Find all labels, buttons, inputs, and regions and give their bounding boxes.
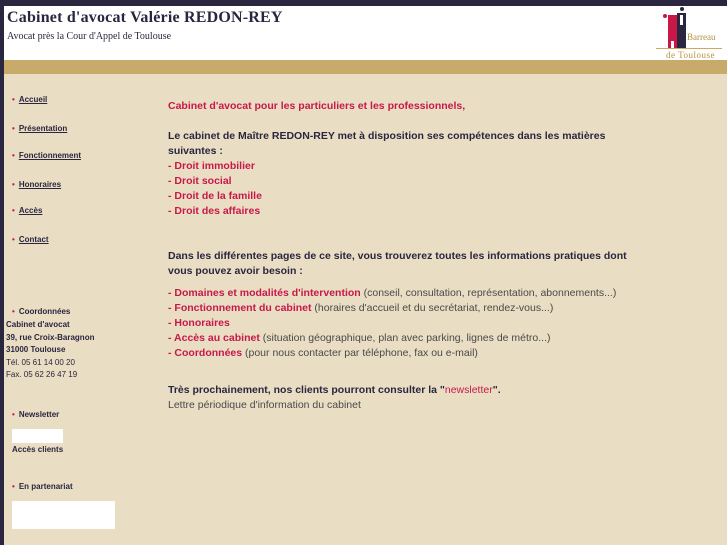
nav-label: Honoraires [18, 180, 62, 189]
header-band [4, 60, 727, 74]
coord-name: Cabinet d'avocat [6, 320, 70, 329]
site-title: Cabinet d'avocat Valérie REDON-REY [7, 9, 283, 26]
competence-item: - Droit immobilier [168, 160, 255, 172]
coordonnees-block [6, 319, 94, 382]
page-detail: (horaires d'accueil et du secrétariat, rendez-vous...) [311, 302, 554, 314]
nav-accueil[interactable] [12, 95, 47, 104]
logo-text-barreau: Barreau [687, 32, 716, 42]
nav-label: Accueil [18, 95, 48, 104]
logo-dot-red-icon [663, 14, 667, 18]
bullet-icon: • [12, 151, 15, 160]
coord-city: 31000 Toulouse [6, 345, 66, 354]
newsletter-link[interactable]: newsletter [444, 384, 493, 396]
nav-presentation[interactable] [12, 124, 67, 133]
bullet-icon: • [12, 95, 15, 104]
competence-item: - Droit social [168, 175, 232, 187]
bullet-icon: • [12, 307, 15, 316]
bullet-icon: • [12, 124, 15, 133]
main-content [168, 99, 628, 413]
competences-text: Le cabinet de Maître REDON-REY met à disposition ses compétences dans les matières suivantes : [168, 130, 606, 157]
nav-contact[interactable] [12, 235, 49, 244]
newsletter-pre: Très prochainement, nos clients pourront consulter la " [168, 384, 445, 396]
header [4, 6, 727, 60]
page-link-domaines[interactable]: - Domaines et modalités d'intervention [168, 287, 361, 299]
page-item [168, 286, 628, 301]
competence-item: - Droit des affaires [168, 205, 261, 217]
bullet-icon: • [12, 235, 15, 244]
nav-label: Présentation [18, 124, 68, 133]
spacer [168, 361, 628, 376]
spacer [168, 279, 628, 286]
spacer [168, 376, 628, 383]
page-item [168, 346, 628, 361]
nav-label: Fonctionnement [18, 151, 82, 160]
page-item [168, 301, 628, 316]
newsletter-heading-label: Newsletter [18, 410, 60, 419]
coord-street: 39, rue Croix-Baragnon [6, 332, 95, 342]
newsletter-box[interactable] [12, 429, 63, 443]
coordonnees-heading [12, 307, 70, 316]
coordonnees-heading-label: Coordonnées [18, 307, 71, 316]
pages-text: Dans les différentes pages de ce site, vous trouverez toutes les informations pratiques dont vous pouvez avoir besoin : [168, 250, 627, 277]
nav-acces[interactable] [12, 206, 42, 215]
partenariat-heading-label: En partenariat [18, 482, 73, 491]
newsletter-text [168, 383, 628, 398]
logo-navy-figure-gap [680, 15, 683, 25]
site-subtitle: Avocat près la Cour d'Appel de Toulouse [7, 31, 172, 42]
page-link-honoraires[interactable]: - Honoraires [168, 317, 230, 329]
barreau-logo [656, 6, 727, 60]
bullet-icon: • [12, 482, 15, 491]
bullet-icon: • [12, 410, 15, 419]
coord-fax: Fax. 05 62 26 47 19 [6, 370, 78, 379]
competence-item: - Droit de la famille [168, 190, 262, 202]
page-detail: (conseil, consultation, représentation, abonnements...) [360, 287, 617, 299]
logo-text-toulouse: de Toulouse [666, 50, 715, 60]
acces-clients-link[interactable]: Accès clients [12, 445, 64, 454]
nav-label: Accès [18, 206, 43, 215]
page-item [168, 331, 628, 346]
coord-tel: Tél. 05 61 14 00 20 [6, 357, 75, 367]
page-detail: (situation géographique, plan avec parking, lignes de métro...) [259, 332, 551, 344]
bullet-icon: • [12, 206, 15, 215]
newsletter-heading [12, 410, 59, 419]
spacer [168, 234, 628, 249]
partenariat-box[interactable] [12, 501, 115, 529]
page-link-coordonnees[interactable]: - Coordonnées [168, 347, 243, 359]
nav-honoraires[interactable] [12, 180, 61, 189]
newsletter-post: ". [492, 384, 501, 396]
bullet-icon: • [12, 180, 15, 189]
page-item [168, 316, 628, 331]
nav-label: Contact [18, 235, 49, 244]
page-link-fonctionnement[interactable]: - Fonctionnement du cabinet [168, 302, 312, 314]
page-link-acces[interactable]: - Accès au cabinet [168, 332, 260, 344]
logo-dot-navy-icon [680, 7, 684, 11]
partenariat-heading [12, 482, 73, 491]
spacer [168, 114, 628, 129]
page [4, 6, 727, 545]
page-detail: (pour nous contacter par téléphone, fax ou e-mail) [242, 347, 478, 359]
logo-line [656, 48, 722, 49]
nav-fonctionnement[interactable] [12, 151, 81, 160]
newsletter-subtext: Lettre périodique d'information du cabinet [168, 399, 361, 411]
spacer [168, 219, 628, 234]
intro-text: Cabinet d'avocat pour les particuliers et les professionnels, [168, 100, 466, 112]
sidebar [4, 74, 154, 545]
